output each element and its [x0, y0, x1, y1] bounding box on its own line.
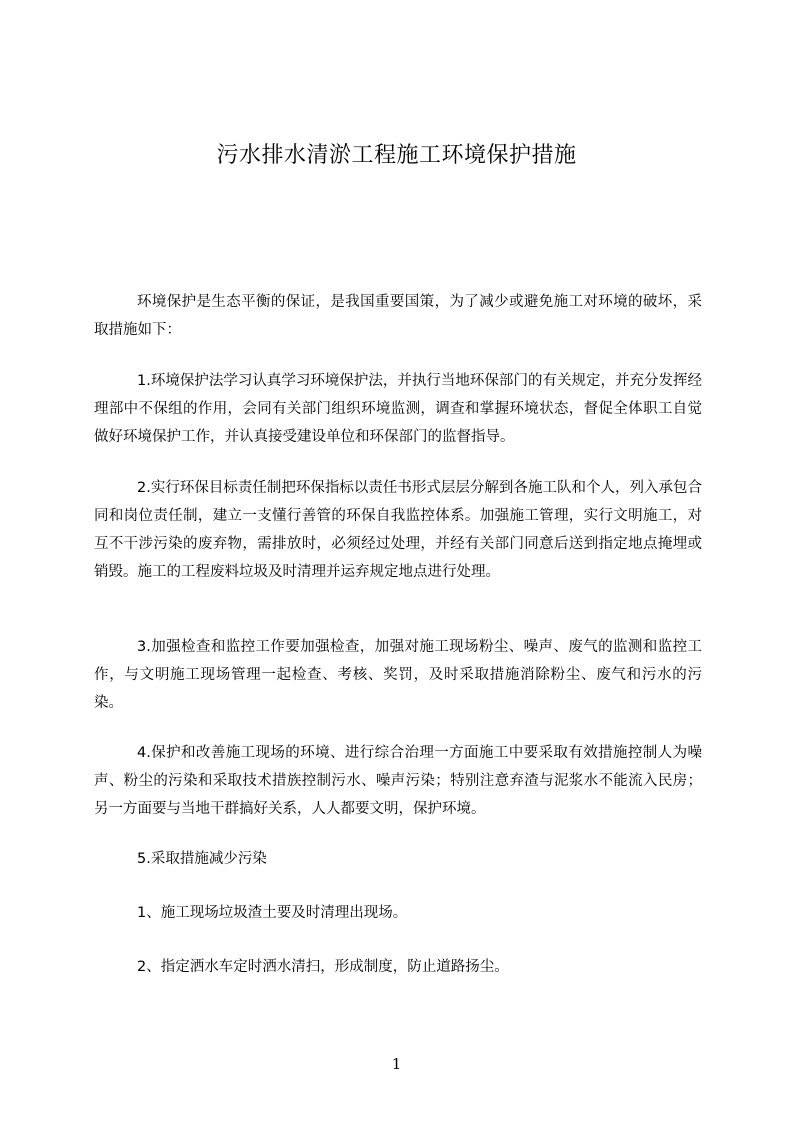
document-title: 污水排水清淤工程施工环境保护措施 — [216, 143, 577, 168]
paragraph-item-3: 3.加强检查和监控工作要加强检查，加强对施工现场粉尘、噪声、废气的监测和监控工作，与文明施工现场管理一起检查、考核、奖罚，及时采取措施消除粉尘、废气和污水的污染。 — [94, 639, 702, 711]
intro-paragraph: 环境保护是生态平衡的保证，是我国重要国策，为了减少或避免施工对环境的破坏，采取措施如下： — [94, 294, 702, 338]
paragraph-item-4: 4.保护和改善施工现场的环境、进行综合治理一方面施工中要采取有效措施控制人为噪声、粉尘的污染和采取技术措族控制污水、噪声污染；特别注意弃渣与泥浆水不能流入民房；另一方面要与当地干群搞好关系，人人都要文明，保护环境。 — [94, 745, 702, 817]
paragraph-item-1: 1.环境保护法学习认真学习环境保护法，并执行当地环保部门的有关规定，并充分发挥经理部中不保组的作用，会同有关部门组织环境监测，调查和掌握环境状态，督促全体职工自觉做好环境保护工作，并认真接受建设单位和环保部门的监督指导。 — [94, 373, 702, 445]
page-number: 1 — [391, 1055, 402, 1073]
section-5-heading: 5.采取措施减少污染 — [137, 851, 267, 867]
sub-item-2: 2、指定洒水车定时洒水清扫，形成制度，防止道路扬尘。 — [137, 959, 509, 975]
paragraph-item-2: 2.实行环保目标责任制把环保指标以责任书形式层层分解到各施工队和个人，列入承包合同和岗位责任制，建立一支懂行善管的环保自我监控体系。加强施工管理，实行文明施工，对互不干涉污染的废弃物，需排放时，必须经过处理，并经有关部门同意后送到指定地点掩埋或销毁。施工的工程废料垃圾及时清理并运弃规定地点进行处理。 — [94, 480, 702, 580]
sub-item-1: 1、施工现场垃圾渣土要及时清理出现场。 — [137, 905, 408, 921]
